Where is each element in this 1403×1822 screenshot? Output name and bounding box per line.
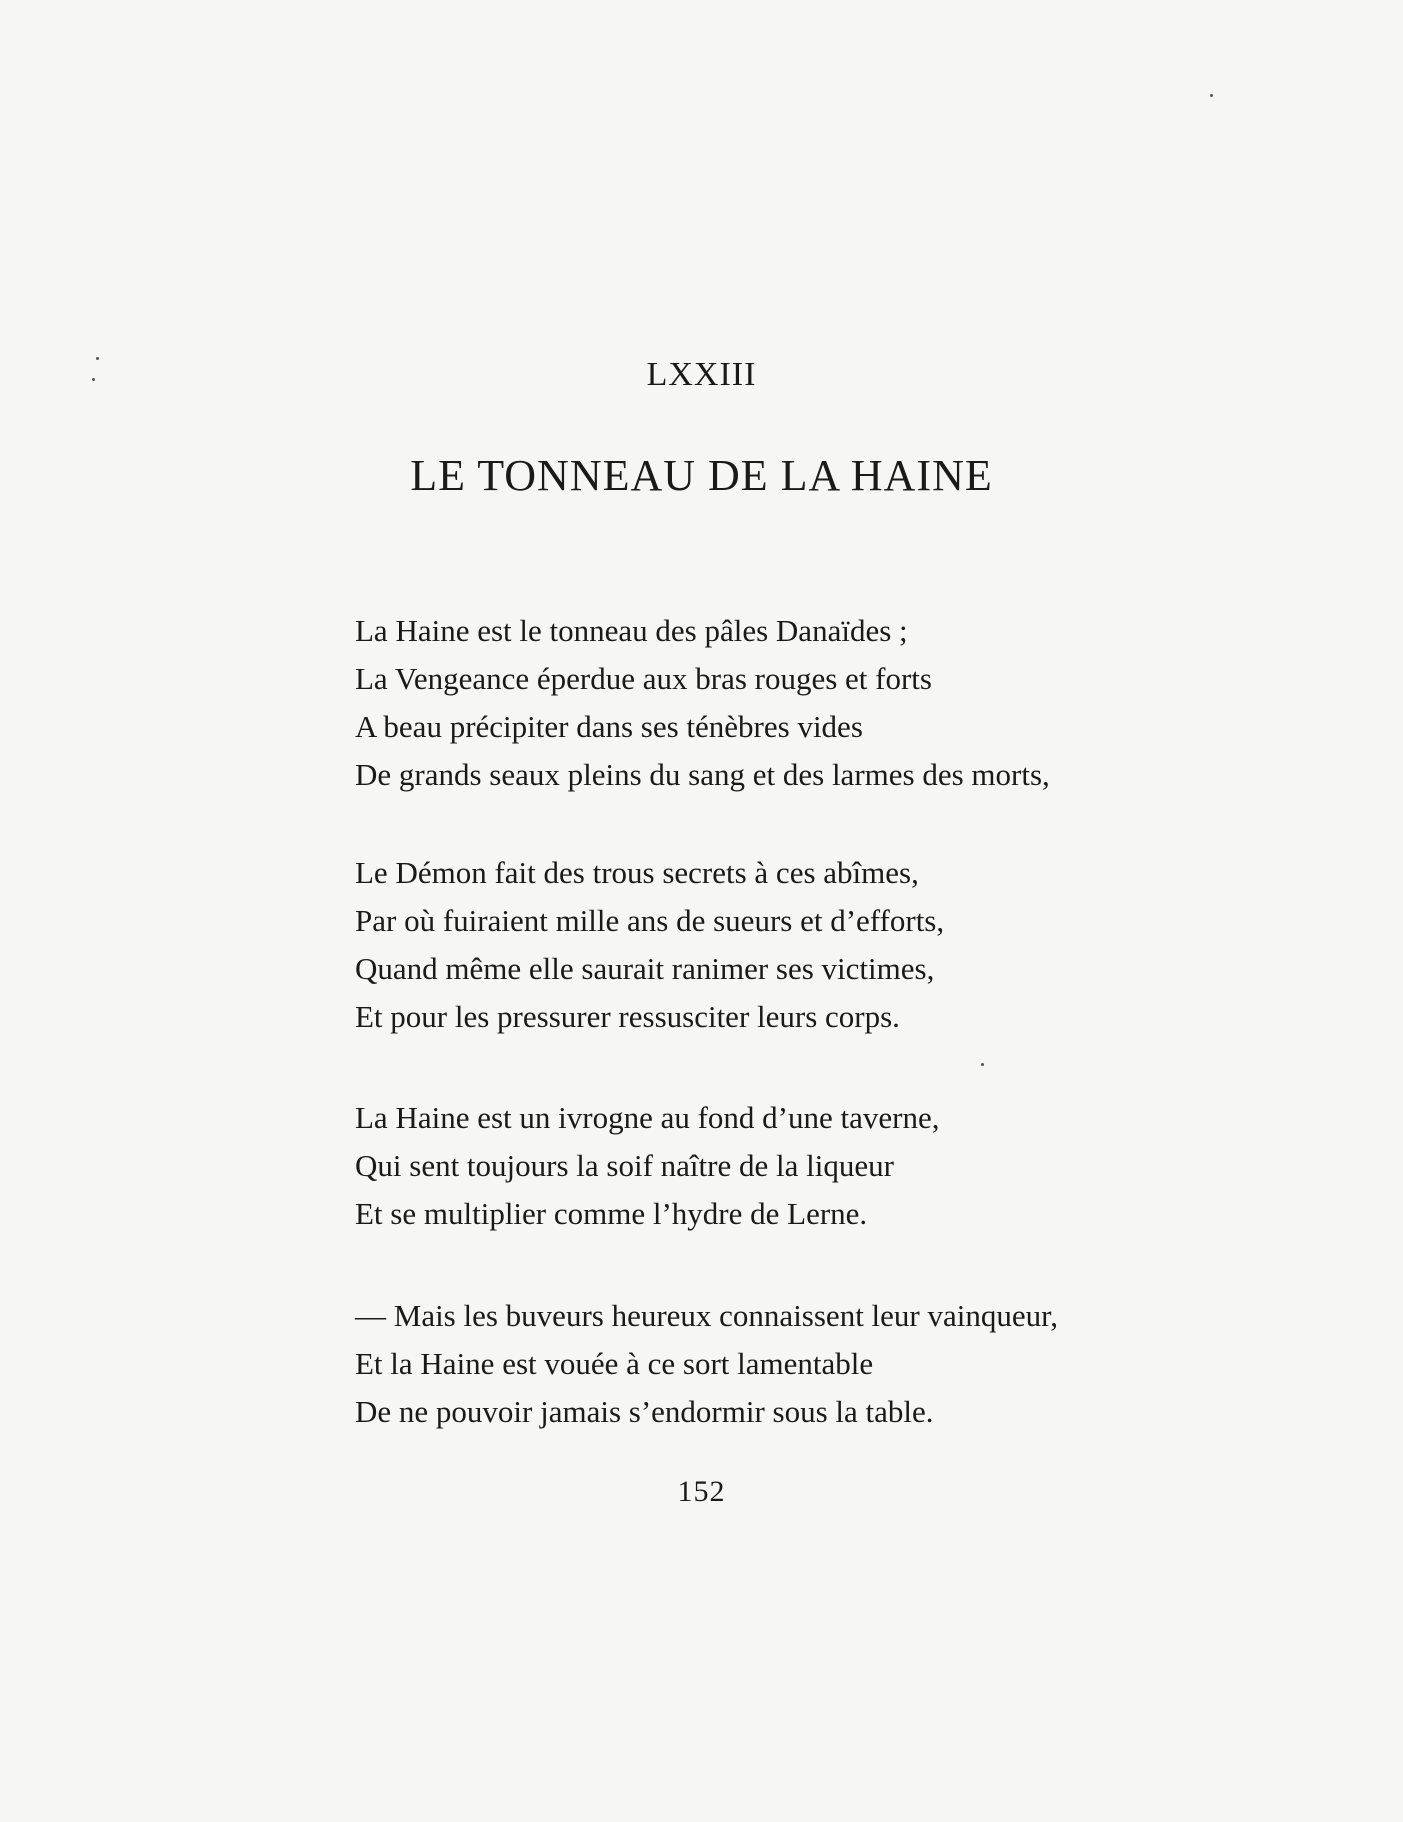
stanza-3-line-2: Qui sent toujours la soif naître de la liqueur (355, 1148, 894, 1183)
scan-speck (92, 378, 95, 381)
stanza-4-line-1: — Mais les buveurs heureux connaissent leur vainqueur, (355, 1298, 1058, 1333)
stanza-3-line-1: La Haine est un ivrogne au fond d’une taverne, (355, 1100, 940, 1135)
stanza-4-line-3: De ne pouvoir jamais s’endormir sous la table. (355, 1394, 934, 1429)
poem-title: LE TONNEAU DE LA HAINE (410, 451, 993, 500)
page-number: 152 (677, 1475, 726, 1508)
stanza-2-line-1: Le Démon fait des trous secrets à ces abîmes, (355, 855, 919, 890)
stanza-4-line-2: Et la Haine est vouée à ce sort lamentable (355, 1346, 874, 1381)
stanza-2-line-2: Par où fuiraient mille ans de sueurs et d’efforts, (355, 903, 945, 938)
scan-speck (96, 357, 99, 360)
stanza-1-line-4: De grands seaux pleins du sang et des larmes des morts, (355, 757, 1050, 792)
poem-numeral: LXXIII (646, 356, 757, 393)
scan-speck (1210, 94, 1213, 97)
stanza-1-line-2: La Vengeance éperdue aux bras rouges et forts (355, 661, 932, 696)
stanza-1-line-1: La Haine est le tonneau des pâles Danaïdes ; (355, 613, 908, 648)
stanza-1-line-3: A beau précipiter dans ses ténèbres vides (355, 709, 863, 744)
stanza-3-line-3: Et se multiplier comme l’hydre de Lerne. (355, 1196, 868, 1231)
stanza-2-line-3: Quand même elle saurait ranimer ses victimes, (355, 951, 935, 986)
stanza-2-line-4: Et pour les pressurer ressusciter leurs corps. (355, 999, 900, 1034)
scan-speck (981, 1063, 984, 1066)
